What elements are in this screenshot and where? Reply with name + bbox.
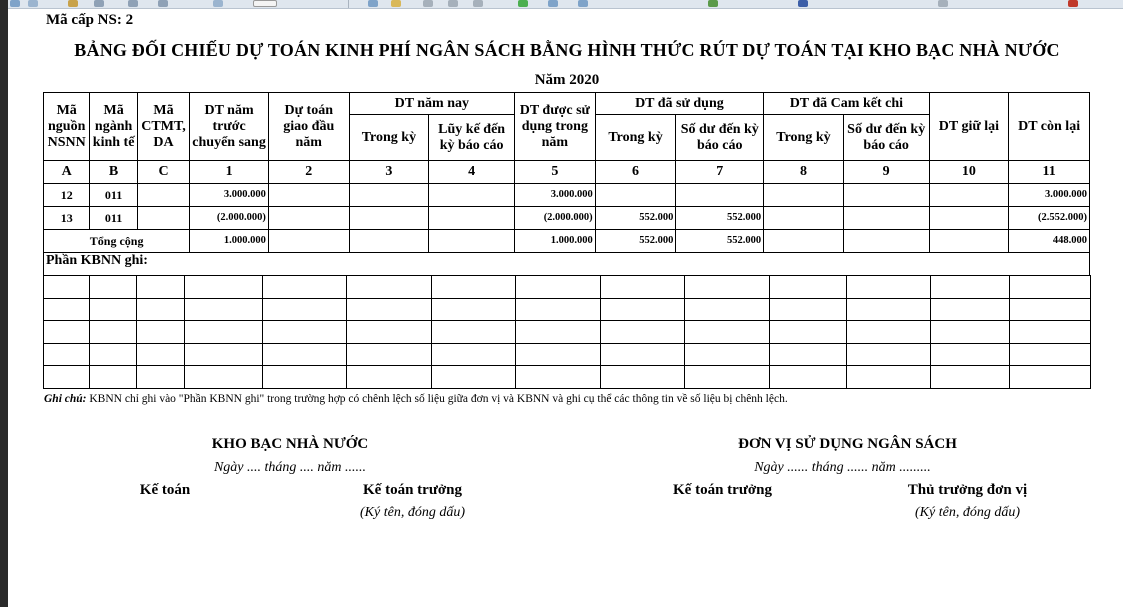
toolbar-icon[interactable] — [158, 0, 168, 7]
toolbar-icon[interactable] — [128, 0, 138, 7]
toolbar-icon[interactable] — [213, 0, 223, 7]
table-row — [44, 298, 1091, 321]
table-row — [44, 184, 1090, 207]
cell-value — [429, 207, 515, 230]
toolbar-icon[interactable] — [28, 0, 38, 7]
toolbar-icon[interactable] — [518, 0, 528, 7]
column-code: C — [137, 161, 189, 184]
toolbar-icon[interactable] — [423, 0, 433, 7]
toolbar-icon[interactable] — [548, 0, 558, 7]
toolbar-icon[interactable] — [368, 0, 378, 7]
toolbar-icon[interactable] — [1068, 0, 1078, 7]
cell-value: 552.000 — [676, 207, 764, 230]
cell-value: 3.000.000 — [515, 184, 596, 207]
header-trong-ky: Trong kỳ — [764, 115, 844, 161]
column-code: 11 — [1009, 161, 1090, 184]
header-dt-con-lai: DT còn lại — [1009, 93, 1090, 161]
column-code: 6 — [595, 161, 676, 184]
total-value — [429, 230, 515, 253]
cell-ma-nganh: 011 — [90, 207, 137, 230]
column-code: 3 — [349, 161, 429, 184]
signer-thu-truong: Thủ trưởng đơn vị — [907, 482, 1028, 498]
zoom-box[interactable] — [253, 0, 277, 7]
cell-value — [764, 207, 844, 230]
cell-value: 552.000 — [595, 207, 676, 230]
table-row — [44, 366, 1091, 389]
table-row — [44, 276, 1091, 299]
column-code-row — [44, 161, 1090, 184]
total-value: 1.000.000 — [190, 230, 269, 253]
column-code: 8 — [764, 161, 844, 184]
cell-value: 3.000.000 — [1009, 184, 1090, 207]
column-code: 7 — [676, 161, 764, 184]
footnote — [44, 393, 788, 405]
toolbar-icon[interactable] — [94, 0, 104, 7]
column-code: 2 — [268, 161, 349, 184]
table-row — [44, 343, 1091, 366]
column-code: 1 — [190, 161, 269, 184]
column-code: A — [44, 161, 90, 184]
cell-value — [929, 184, 1009, 207]
cell-ma-nguon: 13 — [44, 207, 90, 230]
cell-value — [676, 184, 764, 207]
total-label: Tổng cộng — [44, 230, 190, 253]
footnote-text: KBNN chỉ ghi vào "Phần KBNN ghi" trong trường hợp có chênh lệch số liệu giữa đơn vị và KBNN và ghi cụ thể các thông tin về số liệu bị chênh lệch. — [86, 393, 788, 405]
toolbar-icon[interactable] — [68, 0, 78, 7]
header-trong-ky: Trong kỳ — [595, 115, 676, 161]
total-value: 552.000 — [595, 230, 676, 253]
header-so-du: Số dư đến kỳ báo cáo — [843, 115, 929, 161]
total-value: 1.000.000 — [515, 230, 596, 253]
cell-ma-ctmt — [137, 207, 189, 230]
cell-value: (2.552.000) — [1009, 207, 1090, 230]
kbnn-entry-table — [43, 275, 1091, 389]
cell-value — [349, 184, 429, 207]
sign-stamp-note: (Ký tên, đóng dấu) — [360, 505, 465, 520]
cell-value — [595, 184, 676, 207]
cell-ma-nganh: 011 — [90, 184, 137, 207]
total-value — [268, 230, 349, 253]
toolbar-icon[interactable] — [448, 0, 458, 7]
signer-ke-toan-truong: Kế toán trưởng — [673, 482, 772, 498]
column-code: 4 — [429, 161, 515, 184]
budget-unit-date-line: Ngày ...... tháng ...... năm ......... — [754, 460, 931, 475]
column-code: 10 — [929, 161, 1009, 184]
header-dt-duoc-su-dung: DT được sử dụng trong năm — [515, 93, 596, 161]
toolbar-icon[interactable] — [473, 0, 483, 7]
toolbar-icon[interactable] — [10, 0, 20, 7]
total-value — [764, 230, 844, 253]
total-value — [349, 230, 429, 253]
cell-value — [429, 184, 515, 207]
header-dt-cam-ket: DT đã Cam kết chi — [764, 93, 929, 115]
cell-value — [843, 207, 929, 230]
header-dt-da-su-dung: DT đã sử dụng — [595, 93, 763, 115]
total-value: 448.000 — [1009, 230, 1090, 253]
cell-value: 3.000.000 — [190, 184, 269, 207]
treasury-date-line: Ngày .... tháng .... năm ...... — [213, 460, 367, 475]
header-ma-nguon: Mã nguồn NSNN — [44, 93, 90, 161]
table-row — [44, 207, 1090, 230]
footnote-label: Ghi chú: — [44, 393, 87, 405]
total-value: 552.000 — [676, 230, 764, 253]
cell-value — [349, 207, 429, 230]
header-so-du: Số dư đến kỳ báo cáo — [676, 115, 764, 161]
header-dt-nam-truoc: DT năm trước chuyển sang — [190, 93, 269, 161]
toolbar-icon[interactable] — [708, 0, 718, 7]
header-dt-giu-lai: DT giữ lại — [929, 93, 1009, 161]
cell-ma-ctmt — [137, 184, 189, 207]
toolbar-icon[interactable] — [391, 0, 401, 7]
column-code: 9 — [843, 161, 929, 184]
total-value — [929, 230, 1009, 253]
cell-ma-nguon: 12 — [44, 184, 90, 207]
cell-value: (2.000.000) — [515, 207, 596, 230]
total-row — [44, 230, 1090, 253]
header-dt-nam-nay: DT năm nay — [349, 93, 514, 115]
budget-unit-org-title: ĐƠN VỊ SỬ DỤNG NGÂN SÁCH — [738, 436, 957, 452]
header-trong-ky: Trong kỳ — [349, 115, 429, 161]
header-du-toan-giao: Dự toán giao đầu năm — [268, 93, 349, 161]
page-title: BẢNG ĐỐI CHIẾU DỰ TOÁN KINH PHÍ NGÂN SÁCH BẰNG HÌNH THỨC RÚT DỰ TOÁN TẠI KHO BẠC NHÀ NƯỚC — [74, 40, 1060, 60]
toolbar — [8, 0, 1123, 9]
toolbar-icon[interactable] — [938, 0, 948, 7]
total-value — [843, 230, 929, 253]
header-ma-ctmt: Mã CTMT, DA — [137, 93, 189, 161]
column-code: 5 — [515, 161, 596, 184]
signer-ke-toan-truong: Kế toán trưởng — [363, 482, 462, 498]
treasury-org-title: KHO BẠC NHÀ NƯỚC — [211, 436, 369, 452]
header-ma-nganh: Mã ngành kinh tế — [90, 93, 137, 161]
header-luy-ke: Lũy kế đến kỳ báo cáo — [429, 115, 515, 161]
toolbar-icon[interactable] — [578, 0, 588, 7]
cell-value — [764, 184, 844, 207]
cell-value — [268, 184, 349, 207]
window-left-edge — [0, 0, 8, 607]
toolbar-separator — [348, 0, 349, 8]
cell-value: (2.000.000) — [190, 207, 269, 230]
cell-value — [268, 207, 349, 230]
toolbar-icon[interactable] — [798, 0, 808, 7]
report-year: Năm 2020 — [534, 72, 600, 88]
table-row — [44, 321, 1091, 344]
column-code: B — [90, 161, 137, 184]
cell-value — [843, 184, 929, 207]
kbnn-section-label: Phần KBNN ghi: — [44, 253, 1090, 275]
signer-ke-toan: Kế toán — [139, 482, 191, 498]
sign-stamp-note: (Ký tên, đóng dấu) — [915, 505, 1020, 520]
budget-level-code: Mã cấp NS: 2 — [46, 12, 134, 28]
reconciliation-table — [43, 92, 1090, 275]
cell-value — [929, 207, 1009, 230]
